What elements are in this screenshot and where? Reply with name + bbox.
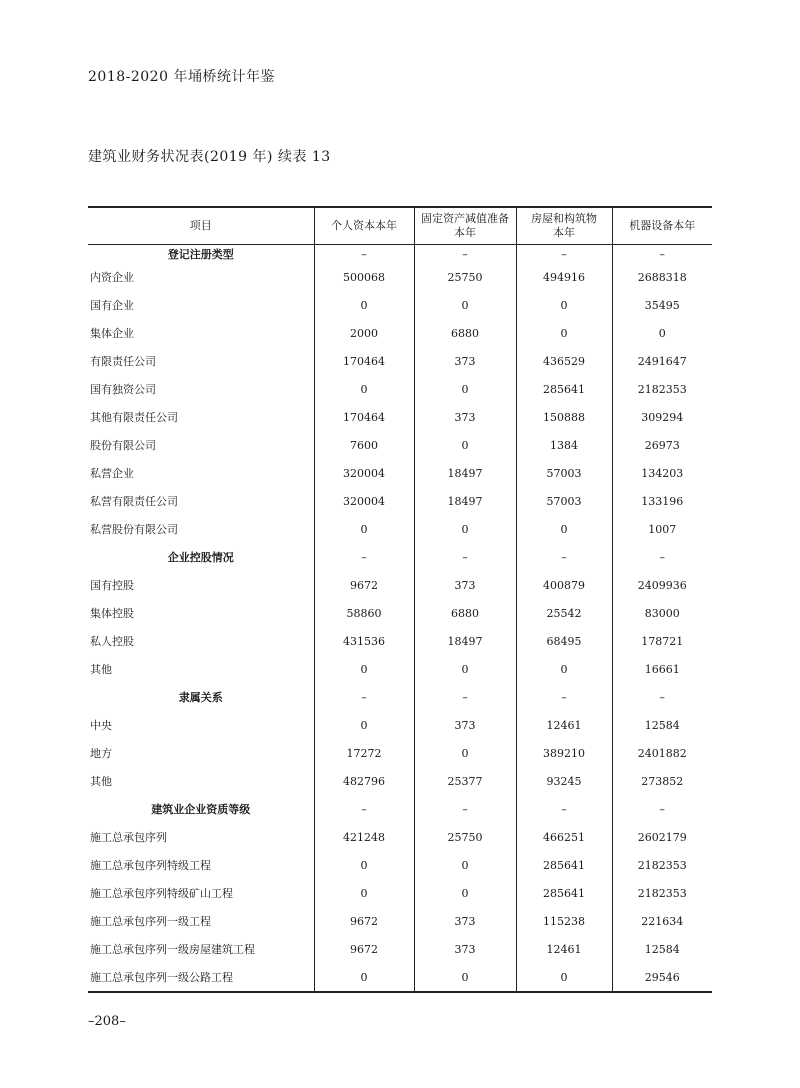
row-label: 私营有限责任公司 — [90, 495, 178, 508]
table-cell: 2182353 — [612, 879, 712, 907]
table-cell: 0 — [414, 431, 516, 459]
table-cell: 309294 — [612, 403, 712, 431]
table-cell: 373 — [414, 935, 516, 963]
table-cell: – — [414, 683, 516, 711]
table-row — [88, 627, 712, 655]
table-row — [88, 879, 712, 907]
table-row — [88, 823, 712, 851]
table-cell: 7600 — [314, 431, 414, 459]
table-row — [88, 375, 712, 403]
table-cell: – — [516, 683, 612, 711]
row-label: 施工总承包序列一级工程 — [90, 915, 211, 928]
table-cell: 0 — [414, 375, 516, 403]
table-cell: 9672 — [314, 571, 414, 599]
table-row — [88, 963, 712, 992]
row-label: 施工总承包序列 — [90, 831, 167, 844]
table-cell: 285641 — [516, 375, 612, 403]
row-label: 私营股份有限公司 — [90, 523, 178, 536]
table-cell: 320004 — [314, 487, 414, 515]
table-cell: 0 — [314, 515, 414, 543]
table-cell: 58860 — [314, 599, 414, 627]
table-row — [88, 403, 712, 431]
table-cell: 389210 — [516, 739, 612, 767]
table-row — [88, 515, 712, 543]
table-row — [88, 431, 712, 459]
table-row — [88, 851, 712, 879]
table-title: 建筑业财务状况表(2019 年) 续表 13 — [88, 149, 331, 165]
table-cell: 35495 — [612, 291, 712, 319]
column-header-machinery: 机器设备本年 — [612, 207, 712, 245]
table-cell: 421248 — [314, 823, 414, 851]
table-cell: 18497 — [414, 627, 516, 655]
row-label: 施工总承包序列一级房屋建筑工程 — [90, 943, 255, 956]
table-cell: 0 — [414, 879, 516, 907]
row-label: 中央 — [90, 719, 112, 732]
row-label: 施工总承包序列特级工程 — [90, 859, 211, 872]
table-cell: 25542 — [516, 599, 612, 627]
table-cell: 2688318 — [612, 263, 712, 291]
table-cell: 2602179 — [612, 823, 712, 851]
table-cell: 436529 — [516, 347, 612, 375]
table-cell: – — [516, 543, 612, 571]
table-cell: 500068 — [314, 263, 414, 291]
table-cell: – — [612, 683, 712, 711]
table-cell: 0 — [516, 963, 612, 992]
table-cell: 0 — [314, 879, 414, 907]
table-cell: – — [612, 543, 712, 571]
table-cell: 18497 — [414, 459, 516, 487]
row-label: 股份有限公司 — [90, 439, 156, 452]
table-cell: 9672 — [314, 935, 414, 963]
table-cell: – — [414, 795, 516, 823]
table-cell: 0 — [314, 291, 414, 319]
table-cell: 170464 — [314, 403, 414, 431]
row-label: 集体企业 — [90, 327, 134, 340]
category-row — [88, 245, 712, 264]
table-cell: 170464 — [314, 347, 414, 375]
table-cell: 12584 — [612, 935, 712, 963]
table-cell: 273852 — [612, 767, 712, 795]
table-cell: 0 — [414, 655, 516, 683]
table-cell: – — [414, 245, 516, 264]
table-cell: 6880 — [414, 319, 516, 347]
table-cell: 466251 — [516, 823, 612, 851]
table-cell: 373 — [414, 571, 516, 599]
table-cell: 285641 — [516, 879, 612, 907]
table-cell: 57003 — [516, 459, 612, 487]
table-cell: 25377 — [414, 767, 516, 795]
table-cell: 494916 — [516, 263, 612, 291]
table-cell: 0 — [314, 375, 414, 403]
table-cell: 0 — [516, 319, 612, 347]
table-row — [88, 291, 712, 319]
table-cell: 2182353 — [612, 851, 712, 879]
table-cell: 221634 — [612, 907, 712, 935]
table-cell: 373 — [414, 403, 516, 431]
table-cell: 12584 — [612, 711, 712, 739]
financial-status-table — [88, 206, 712, 993]
table-cell: 12461 — [516, 935, 612, 963]
table-cell: 0 — [516, 515, 612, 543]
table-row — [88, 767, 712, 795]
table-row — [88, 459, 712, 487]
table-cell: 0 — [314, 963, 414, 992]
table-cell: 16661 — [612, 655, 712, 683]
table-cell: 285641 — [516, 851, 612, 879]
row-label: 私营企业 — [90, 467, 134, 480]
column-header-personal-capital: 个人资本本年 — [314, 207, 414, 245]
page-number: –208– — [88, 1014, 126, 1029]
table-cell: 29546 — [612, 963, 712, 992]
table-cell: 0 — [516, 655, 612, 683]
table-row — [88, 599, 712, 627]
table-row — [88, 935, 712, 963]
table-cell: 0 — [414, 515, 516, 543]
table-cell: 400879 — [516, 571, 612, 599]
table-cell: 2000 — [314, 319, 414, 347]
table-cell: – — [314, 683, 414, 711]
table-cell: 0 — [414, 739, 516, 767]
category-row — [88, 795, 712, 823]
table-cell: 373 — [414, 347, 516, 375]
row-label: 国有独资公司 — [90, 383, 156, 396]
category-label: 企业控股情况 — [167, 551, 234, 564]
table-cell: – — [516, 245, 612, 264]
table-cell: 2491647 — [612, 347, 712, 375]
row-label: 施工总承包序列特级矿山工程 — [90, 887, 233, 900]
table-cell: 6880 — [414, 599, 516, 627]
table-cell: 2401882 — [612, 739, 712, 767]
table-cell: 0 — [516, 291, 612, 319]
table-cell: 25750 — [414, 823, 516, 851]
table-cell: 25750 — [414, 263, 516, 291]
column-header-item: 项目 — [88, 207, 314, 245]
table-cell: 68495 — [516, 627, 612, 655]
table-row — [88, 739, 712, 767]
table-row — [88, 319, 712, 347]
table-cell: 320004 — [314, 459, 414, 487]
table-cell: 18497 — [414, 487, 516, 515]
row-label: 有限责任公司 — [90, 355, 156, 368]
category-label: 建筑业企业资质等级 — [151, 803, 251, 816]
table-row — [88, 711, 712, 739]
category-label: 隶属关系 — [178, 691, 223, 704]
table-cell: – — [516, 795, 612, 823]
table-cell: – — [612, 245, 712, 264]
column-header-buildings: 房屋和构筑物 本年 — [516, 207, 612, 245]
table-cell: 17272 — [314, 739, 414, 767]
table-row — [88, 347, 712, 375]
table-cell: 83000 — [612, 599, 712, 627]
category-row — [88, 683, 712, 711]
table-cell: 0 — [414, 291, 516, 319]
table-cell: 0 — [314, 655, 414, 683]
table-cell: 133196 — [612, 487, 712, 515]
row-label: 国有企业 — [90, 299, 134, 312]
table-cell: 12461 — [516, 711, 612, 739]
table-cell: 134203 — [612, 459, 712, 487]
table-row — [88, 487, 712, 515]
table-cell: 2182353 — [612, 375, 712, 403]
table-row — [88, 571, 712, 599]
table-cell: 57003 — [516, 487, 612, 515]
table-cell: 9672 — [314, 907, 414, 935]
row-label: 国有控股 — [90, 579, 134, 592]
table-body — [88, 245, 712, 993]
table-cell: 373 — [414, 711, 516, 739]
row-label: 施工总承包序列一级公路工程 — [88, 963, 314, 992]
row-label: 其他 — [90, 663, 112, 676]
table-row — [88, 907, 712, 935]
table-cell: – — [414, 543, 516, 571]
row-label: 地方 — [90, 747, 112, 760]
row-label: 私人控股 — [90, 635, 134, 648]
table-cell: 0 — [314, 851, 414, 879]
table-cell: 0 — [314, 711, 414, 739]
table-cell: 431536 — [314, 627, 414, 655]
table-cell: 373 — [414, 907, 516, 935]
table-cell: 115238 — [516, 907, 612, 935]
table-cell: – — [314, 245, 414, 264]
table-cell: 1384 — [516, 431, 612, 459]
category-row — [88, 543, 712, 571]
table-cell: 0 — [612, 319, 712, 347]
table-row — [88, 655, 712, 683]
table-cell: – — [314, 543, 414, 571]
row-label: 集体控股 — [90, 607, 134, 620]
table-cell: – — [612, 795, 712, 823]
category-label: 登记注册类型 — [167, 248, 234, 261]
table-cell: 482796 — [314, 767, 414, 795]
table-cell: 93245 — [516, 767, 612, 795]
table-row — [88, 263, 712, 291]
table-cell: 150888 — [516, 403, 612, 431]
row-label: 其他 — [90, 775, 112, 788]
table-cell: 0 — [414, 963, 516, 992]
table-cell: 26973 — [612, 431, 712, 459]
table-cell: – — [314, 795, 414, 823]
row-label: 内资企业 — [90, 271, 134, 284]
row-label: 其他有限责任公司 — [90, 411, 178, 424]
table-cell: 0 — [414, 851, 516, 879]
running-head: 2018-2020 年埇桥统计年鉴 — [88, 69, 275, 85]
table-header-row — [88, 207, 712, 245]
table-cell: 178721 — [612, 627, 712, 655]
column-header-impairment-reserve: 固定资产减值准备 本年 — [414, 207, 516, 245]
table-cell: 2409936 — [612, 571, 712, 599]
table-cell: 1007 — [612, 515, 712, 543]
